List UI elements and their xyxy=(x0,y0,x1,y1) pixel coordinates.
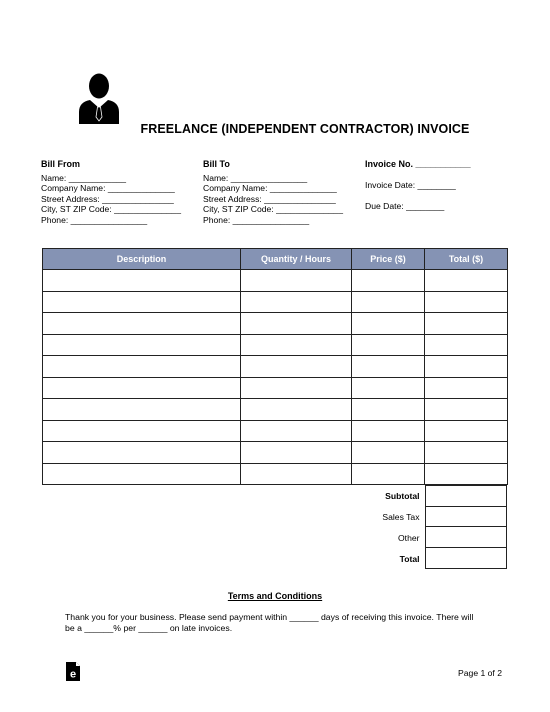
cell-quantity[interactable] xyxy=(241,291,352,313)
bill-from-city[interactable]: City, ST ZIP Code: ______________ xyxy=(41,204,181,215)
cell-price[interactable] xyxy=(352,356,425,378)
cell-description[interactable] xyxy=(43,334,241,356)
cell-description[interactable] xyxy=(43,356,241,378)
bill-from-street[interactable]: Street Address: _______________ xyxy=(41,193,174,204)
cell-quantity[interactable] xyxy=(241,399,352,421)
cell-total[interactable] xyxy=(425,442,508,464)
sales-tax-cell[interactable] xyxy=(425,506,508,527)
svg-text:e: e xyxy=(69,668,77,681)
cell-description[interactable] xyxy=(43,442,241,464)
table-row xyxy=(43,442,508,464)
person-silhouette-icon xyxy=(76,72,122,124)
cell-price[interactable] xyxy=(352,420,425,442)
bill-to-street[interactable]: Street Address: _______________ xyxy=(203,193,336,204)
cell-description[interactable] xyxy=(43,420,241,442)
column-header-price: Price ($) xyxy=(352,249,425,270)
table-row xyxy=(43,399,508,421)
sales-tax-row xyxy=(340,506,507,527)
cell-price[interactable] xyxy=(352,399,425,421)
bill-to-phone[interactable]: Phone: ________________ xyxy=(203,214,310,225)
invoice-date[interactable]: Invoice Date: ________ xyxy=(365,180,456,191)
cell-total[interactable] xyxy=(425,291,508,313)
bill-from-name[interactable]: Name: ____________ xyxy=(41,172,127,183)
other-cell[interactable] xyxy=(425,527,508,548)
bill-to-section xyxy=(203,159,343,226)
terms-text: Thank you for your business. Please send payment within ______ days of receiving this invoice. There will be a ______% per ______ on late invoices. xyxy=(65,612,474,633)
cell-quantity[interactable] xyxy=(241,442,352,464)
cell-total[interactable] xyxy=(425,313,508,335)
cell-price[interactable] xyxy=(352,442,425,464)
cell-total[interactable] xyxy=(425,270,508,292)
subtotal-label: Subtotal xyxy=(385,490,420,501)
bill-to-city[interactable]: City, ST ZIP Code: ______________ xyxy=(203,204,343,215)
bill-from-section xyxy=(41,159,181,226)
table-row xyxy=(43,377,508,399)
table-row xyxy=(43,291,508,313)
other-label: Other xyxy=(398,532,420,543)
cell-quantity[interactable] xyxy=(241,270,352,292)
subtotal-row xyxy=(340,485,507,506)
terms-title: Terms and Conditions xyxy=(227,591,323,601)
other-row xyxy=(340,527,507,548)
table-row xyxy=(43,420,508,442)
cell-quantity[interactable] xyxy=(241,313,352,335)
cell-price[interactable] xyxy=(352,270,425,292)
cell-price[interactable] xyxy=(352,313,425,335)
cell-total[interactable] xyxy=(425,420,508,442)
total-cell[interactable] xyxy=(425,548,508,569)
bill-from-phone[interactable]: Phone: ________________ xyxy=(41,214,148,225)
bill-from-company[interactable]: Company Name: ______________ xyxy=(41,183,175,194)
sales-tax-label: Sales Tax xyxy=(382,511,420,522)
cell-price[interactable] xyxy=(352,377,425,399)
table-row xyxy=(43,270,508,292)
table-row xyxy=(43,334,508,356)
cell-total[interactable] xyxy=(425,356,508,378)
cell-quantity[interactable] xyxy=(241,420,352,442)
column-header-total: Total ($) xyxy=(425,249,508,270)
cell-total[interactable] xyxy=(425,399,508,421)
table-row xyxy=(43,356,508,378)
invoice-info-section xyxy=(365,159,471,212)
cell-quantity[interactable] xyxy=(241,377,352,399)
bill-to-header: Bill To xyxy=(203,159,230,169)
cell-description[interactable] xyxy=(43,399,241,421)
line-items-table xyxy=(42,248,508,485)
cell-price[interactable] xyxy=(352,463,425,485)
column-header-quantity: Quantity / Hours xyxy=(241,249,352,270)
bill-from-header: Bill From xyxy=(41,159,81,169)
invoice-title: FREELANCE (INDEPENDENT CONTRACTOR) INVOICE xyxy=(140,122,470,136)
total-row xyxy=(340,548,507,569)
subtotal-cell[interactable] xyxy=(425,485,508,507)
bill-to-company[interactable]: Company Name: ______________ xyxy=(203,183,337,194)
table-row xyxy=(43,313,508,335)
cell-description[interactable] xyxy=(43,463,241,485)
totals-section xyxy=(340,485,507,569)
invoice-number[interactable]: Invoice No. ___________ xyxy=(365,159,471,169)
cell-quantity[interactable] xyxy=(241,334,352,356)
cell-total[interactable] xyxy=(425,463,508,485)
cell-price[interactable] xyxy=(352,334,425,356)
cell-quantity[interactable] xyxy=(241,356,352,378)
cell-description[interactable] xyxy=(43,270,241,292)
due-date[interactable]: Due Date: ________ xyxy=(365,201,445,212)
cell-total[interactable] xyxy=(425,377,508,399)
cell-total[interactable] xyxy=(425,334,508,356)
cell-description[interactable] xyxy=(43,377,241,399)
total-label: Total xyxy=(399,553,420,564)
cell-description[interactable] xyxy=(43,313,241,335)
bill-to-name[interactable]: Name: ________________ xyxy=(203,172,308,183)
cell-price[interactable] xyxy=(352,291,425,313)
column-header-description: Description xyxy=(43,249,241,270)
eforms-e-logo-icon xyxy=(65,662,81,681)
cell-description[interactable] xyxy=(43,291,241,313)
table-row xyxy=(43,463,508,485)
table-header-row xyxy=(43,249,508,270)
page-number: Page 1 of 2 xyxy=(458,668,502,678)
cell-quantity[interactable] xyxy=(241,463,352,485)
